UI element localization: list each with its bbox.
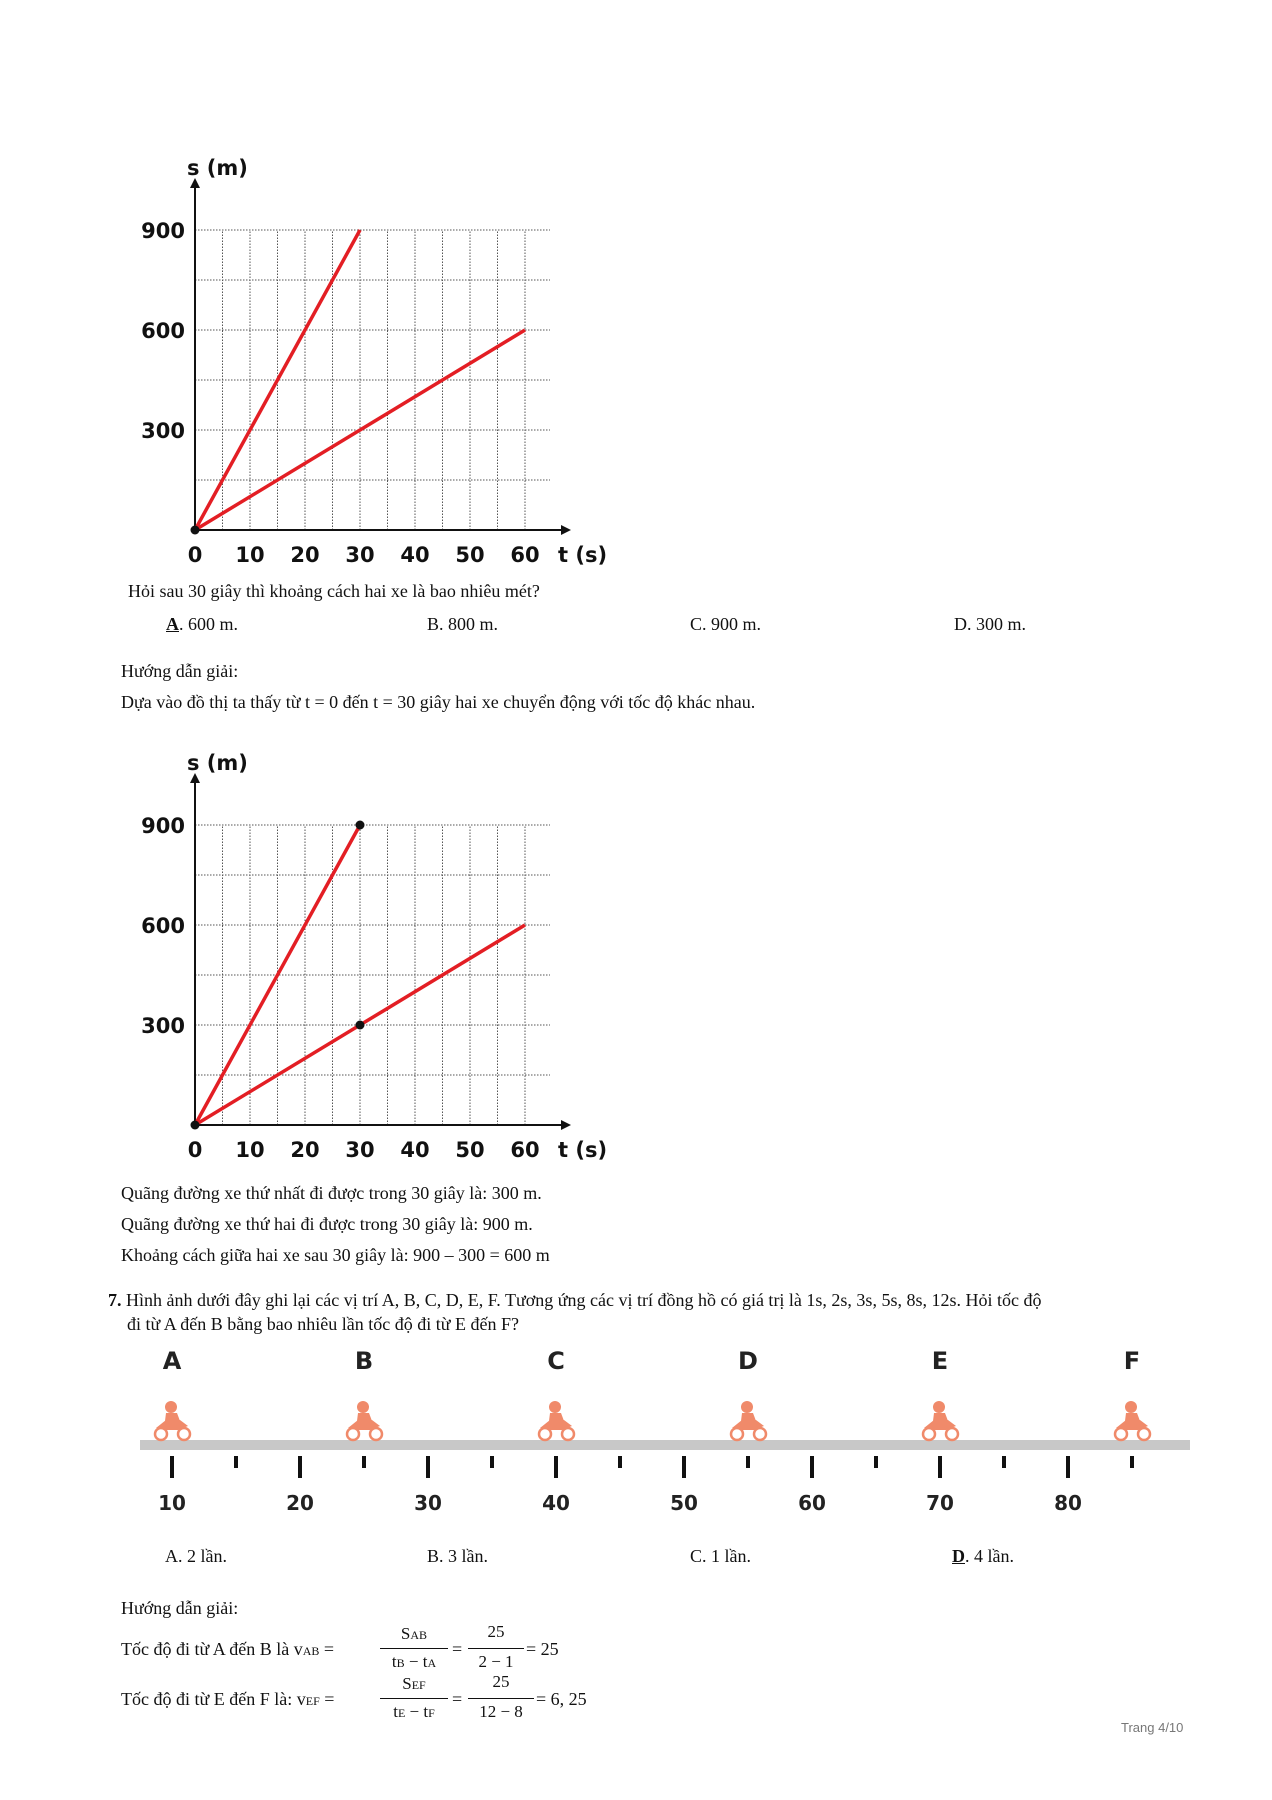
y-axis-label: s (m) [187,156,248,180]
q7-option-b: B. 3 lần. [427,1546,489,1566]
major-tick [298,1456,302,1478]
ruler-label: 40 [542,1491,570,1515]
rider-body-icon [165,1413,180,1421]
distance-time-chart-1 [141,140,650,570]
x-tick-label: 60 [510,543,540,567]
page-footer: Trang 4/10 [1121,1720,1184,1735]
distance-time-chart-2 [141,735,650,1165]
q6-after-line-1: Quãng đường xe thứ nhất đi được trong 30 giây là: 300 m. [121,1183,542,1203]
motorbike-icon [731,1401,766,1440]
position-label-E: E [931,1347,949,1375]
minor-tick [874,1456,878,1468]
motorbike-icon [1115,1401,1150,1440]
minor-tick [490,1456,494,1468]
wheel-icon [370,1428,382,1440]
position-label-D: D [738,1347,758,1375]
wheel-icon [1138,1428,1150,1440]
wheel-icon [562,1428,574,1440]
x-tick-label: 20 [290,543,320,567]
x-tick-label: 0 [187,543,203,567]
minor-tick [362,1456,366,1468]
y-tick-label: 300 [141,419,185,443]
rider-body-icon [1125,1413,1140,1421]
y-tick-label: 300 [141,1014,185,1038]
rider-head-icon [741,1401,753,1413]
q6-option-d: D. 300 m. [954,614,1027,634]
motorbike-icon [155,1401,190,1440]
x-tick-label: 10 [235,543,265,567]
x-tick-label: 0 [187,1138,203,1162]
rider-body-icon [549,1413,564,1421]
major-tick [170,1456,174,1478]
x-tick-label: 10 [235,1138,265,1162]
data-point [356,1021,365,1030]
x-axis-label: t (s) [558,1138,608,1162]
ruler-label: 50 [670,1491,698,1515]
motorbike-icon [347,1401,382,1440]
x-axis-arrow [561,525,571,535]
road-track [140,1440,1190,1450]
y-tick-label: 600 [141,319,185,343]
position-ruler [130,1345,1200,1520]
x-tick-label: 50 [455,543,485,567]
x-tick-label: 60 [510,1138,540,1162]
ruler-label: 80 [1054,1491,1082,1515]
x-tick-label: 30 [345,543,375,567]
q6-option-a: A. 600 m. [166,614,239,634]
q7-question-line-2: đi từ A đến B bằng bao nhiêu lần tốc độ đi từ E đến F? [127,1314,519,1334]
wheel-icon [946,1428,958,1440]
x-tick-label: 40 [400,543,430,567]
minor-tick [234,1456,238,1468]
ruler-label: 20 [286,1491,314,1515]
q7-option-a: A. 2 lần. [165,1546,227,1566]
data-point [191,526,200,535]
position-label-A: A [162,1347,182,1375]
y-tick-label: 900 [141,219,185,243]
major-tick [938,1456,942,1478]
rider-body-icon [741,1413,756,1421]
x-axis-label: t (s) [558,543,608,567]
ruler-label: 10 [158,1491,186,1515]
rider-body-icon [357,1413,372,1421]
data-point [356,821,365,830]
ruler-label: 60 [798,1491,826,1515]
position-label-F: F [1123,1347,1141,1375]
q6-option-b: B. 800 m. [427,614,499,634]
x-tick-label: 30 [345,1138,375,1162]
wheel-icon [178,1428,190,1440]
q6-guide-line: Dựa vào đồ thị ta thấy từ t = 0 đến t = 30 giây hai xe chuyển động với tốc độ khác nhau. [121,692,756,712]
rider-head-icon [357,1401,369,1413]
rider-head-icon [165,1401,177,1413]
q7-question-line-1: 7. Hình ảnh dưới đây ghi lại các vị trí A, B, C, D, E, F. Tương ứng các vị trí đồng hồ có giá trị là 1s, 2s, 3s, 5s, 8s, 12s. Hỏi tốc độ [108,1290,1042,1310]
q7-guide-heading: Hướng dẫn giải: [121,1598,239,1618]
minor-tick [618,1456,622,1468]
x-tick-label: 20 [290,1138,320,1162]
ruler-label: 70 [926,1491,954,1515]
major-tick [682,1456,686,1478]
motorbike-icon [923,1401,958,1440]
rider-body-icon [933,1413,948,1421]
minor-tick [1130,1456,1134,1468]
data-point [191,1121,200,1130]
q7-option-d: D. 4 lần. [952,1546,1014,1566]
q6-after-line-2: Quãng đường xe thứ hai đi được trong 30 giây là: 900 m. [121,1214,533,1234]
q6-guide-heading: Hướng dẫn giải: [121,661,239,681]
position-label-C: C [547,1347,565,1375]
major-tick [554,1456,558,1478]
rider-head-icon [933,1401,945,1413]
y-tick-label: 600 [141,914,185,938]
q6-after-line-3: Khoảng cách giữa hai xe sau 30 giây là: 900 – 300 = 600 m [121,1245,550,1265]
x-axis-arrow [561,1120,571,1130]
rider-head-icon [549,1401,561,1413]
position-label-B: B [354,1347,374,1375]
x-tick-label: 40 [400,1138,430,1162]
major-tick [810,1456,814,1478]
rider-head-icon [1125,1401,1137,1413]
motorbike-icon [539,1401,574,1440]
x-tick-label: 50 [455,1138,485,1162]
q6-question: Hỏi sau 30 giây thì khoảng cách hai xe là bao nhiêu mét? [128,581,540,601]
wheel-icon [754,1428,766,1440]
y-tick-label: 900 [141,814,185,838]
major-tick [1066,1456,1070,1478]
q6-option-c: C. 900 m. [690,614,762,634]
ruler-label: 30 [414,1491,442,1515]
y-axis-label: s (m) [187,751,248,775]
minor-tick [1002,1456,1006,1468]
minor-tick [746,1456,750,1468]
q7-option-c: C. 1 lần. [690,1546,752,1566]
major-tick [426,1456,430,1478]
